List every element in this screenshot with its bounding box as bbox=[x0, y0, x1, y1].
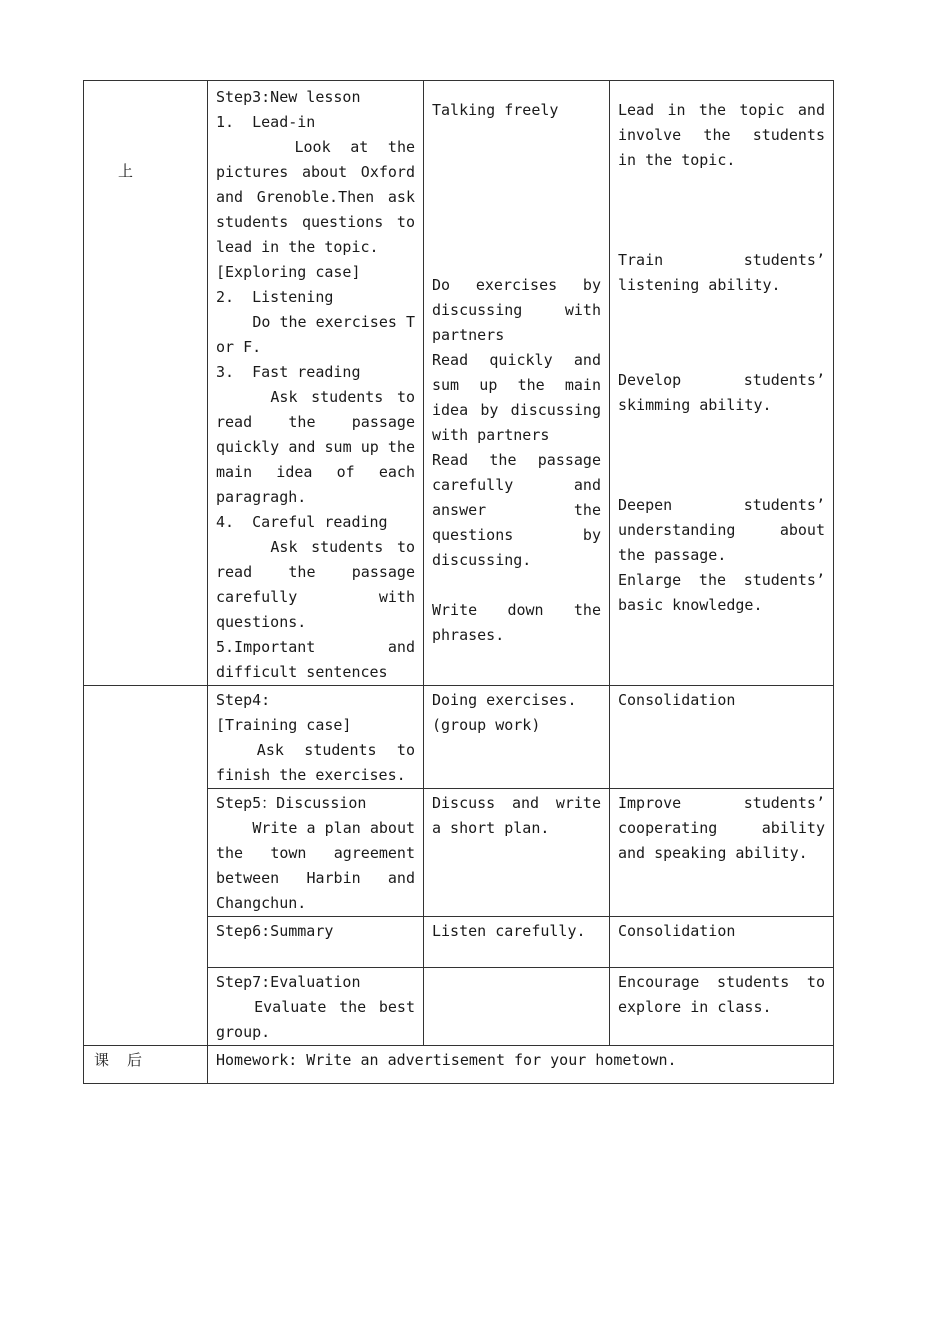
side-cell-kehou bbox=[84, 1046, 208, 1084]
purpose-step6 bbox=[610, 917, 834, 968]
do-exercises-text: Do exercises by discussing with partners bbox=[432, 276, 611, 344]
side-cell-shang bbox=[84, 81, 208, 686]
student-activity-step5 bbox=[424, 789, 610, 917]
step6-title: Step6:Summary bbox=[216, 922, 334, 940]
table-row-homework bbox=[84, 1046, 834, 1084]
fast-reading-heading: 3. Fast reading bbox=[216, 363, 361, 381]
step7-text: Evaluate the best group. bbox=[216, 998, 425, 1041]
purpose-step5 bbox=[610, 789, 834, 917]
step7-title: Step7:Evaluation bbox=[216, 973, 361, 991]
lead-in-heading: 1. Lead-in bbox=[216, 113, 316, 131]
fast-reading-text: Ask students to read the passage quickly and sum up the main idea of each paragragh. bbox=[216, 388, 425, 506]
read-quickly-text: Read quickly and sum up the main idea by discussing with partners bbox=[432, 351, 611, 444]
side-cell-empty bbox=[84, 686, 208, 1046]
important-sentences-heading: 5.Important and difficult sentences bbox=[216, 638, 425, 681]
homework-text: Homework: Write an advertisement for your hometown. bbox=[216, 1051, 677, 1069]
training-case-label: [Training case] bbox=[216, 716, 352, 734]
careful-reading-text: Ask students to read the passage carefully with questions. bbox=[216, 538, 425, 631]
lesson-plan-table bbox=[83, 80, 834, 1084]
step4-text: Ask students to finish the exercises. bbox=[216, 741, 425, 784]
purpose-step7 bbox=[610, 968, 834, 1046]
student-activity-step4 bbox=[424, 686, 610, 789]
teacher-activity-step7 bbox=[208, 968, 424, 1046]
group-work-text: (group work) bbox=[432, 716, 541, 734]
purpose-encourage: Encourage students to explore in class. bbox=[618, 973, 835, 1016]
listening-text: Do the exercises T or F. bbox=[216, 313, 425, 356]
discuss-write-text: Discuss and write a short plan. bbox=[432, 794, 611, 837]
teacher-activity-step6 bbox=[208, 917, 424, 968]
teacher-activity-step3 bbox=[208, 81, 424, 686]
listen-carefully-text: Listen carefully. bbox=[432, 922, 586, 940]
listening-heading: 2. Listening bbox=[216, 288, 334, 306]
purpose-deepen: Deepen students’ understanding about the passage. bbox=[618, 496, 835, 564]
purpose-listening: Train students’ listening ability. bbox=[618, 251, 835, 294]
table-row-step4 bbox=[84, 686, 834, 789]
step5-text: Write a plan about the town agreement between Harbin and Changchun. bbox=[216, 819, 425, 912]
purpose-consolidation-step6: Consolidation bbox=[618, 922, 736, 940]
talking-freely-text: Talking freely bbox=[432, 101, 559, 119]
side-label-shang: 上 bbox=[118, 162, 134, 180]
exploring-case-label: [Exploring case] bbox=[216, 263, 361, 281]
teacher-activity-step4 bbox=[208, 686, 424, 789]
step5-title: Step5：Discussion bbox=[216, 794, 367, 812]
step4-title: Step4: bbox=[216, 691, 271, 709]
read-carefully-text: Read the passage carefully and answer the questions by discussing. bbox=[432, 451, 611, 569]
purpose-skimming: Develop students’ skimming ability. bbox=[618, 371, 835, 414]
step3-title: Step3:New lesson bbox=[216, 88, 361, 106]
purpose-enlarge: Enlarge the students’ basic knowledge. bbox=[618, 571, 835, 614]
purpose-lead-in: Lead in the topic and involve the students in the topic. bbox=[618, 101, 835, 169]
student-activity-step3 bbox=[424, 81, 610, 686]
write-phrases-text: Write down the phrases. bbox=[432, 601, 611, 644]
doing-exercises-text: Doing exercises. bbox=[432, 691, 577, 709]
lead-in-text: Look at the pictures about Oxford and Grenoble.Then ask students questions to lead in the topic. bbox=[216, 138, 425, 256]
teacher-activity-step5 bbox=[208, 789, 424, 917]
side-label-kehou: 课 后 bbox=[94, 1051, 143, 1069]
purpose-cooperating: Improve students’ cooperating ability and speaking ability. bbox=[618, 794, 835, 862]
purpose-consolidation-step4: Consolidation bbox=[618, 691, 736, 709]
careful-reading-heading: 4. Careful reading bbox=[216, 513, 388, 531]
purpose-step3 bbox=[610, 81, 834, 686]
student-activity-step6 bbox=[424, 917, 610, 968]
student-activity-step7 bbox=[424, 968, 610, 1046]
purpose-step4 bbox=[610, 686, 834, 789]
table-row-step3 bbox=[84, 81, 834, 686]
homework-cell bbox=[208, 1046, 834, 1084]
